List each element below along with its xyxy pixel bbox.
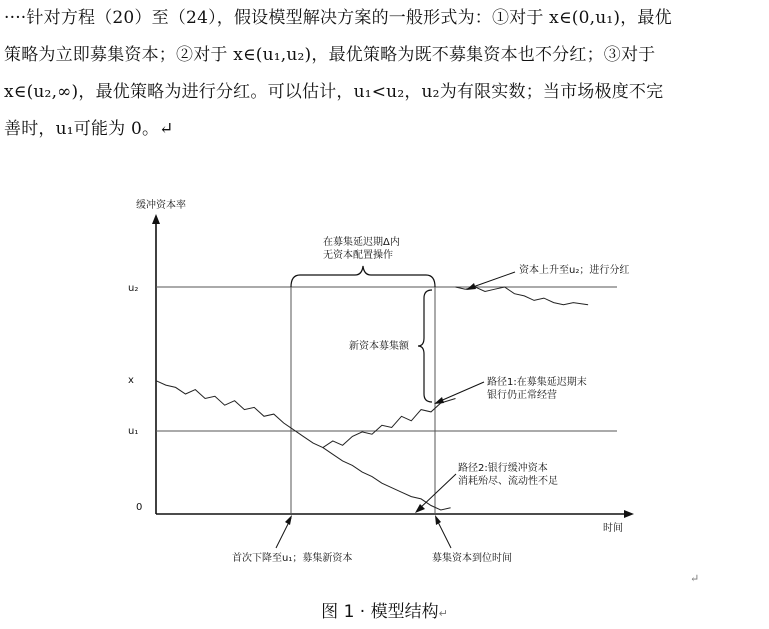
y-tick-u1: u₁	[128, 426, 139, 437]
arrow-path2	[418, 474, 456, 510]
series-pre-drop	[156, 381, 294, 430]
paragraph-line-3: x∈(u₂,∞)，最优策略为进行分红。可以估计，u₁<u₂，u₂为有限实数；当市场极度不完	[4, 82, 664, 102]
annotation-delay-line1: 在募集延迟期Δ内	[323, 237, 400, 248]
arrow-dividend	[470, 272, 515, 288]
arrow-capital-arrive-head	[435, 515, 441, 525]
paragraph-line-4: 善时，u₁可能为 0。↵	[4, 119, 174, 139]
delay-period-brace	[291, 266, 435, 287]
x-axis-label: 时间	[603, 523, 623, 534]
annotation-path2-line1: 路径2:银行缓冲资本	[458, 463, 548, 474]
annotation-first-drop: 首次下降至u₁；募集新资本	[232, 553, 353, 564]
y-tick-x: x	[128, 375, 134, 386]
new-capital-brace	[418, 290, 432, 402]
y-tick-u2: u₂	[128, 283, 139, 294]
annotation-capital-arrive: 募集资本到位时间	[432, 553, 512, 564]
series-path1	[294, 399, 456, 448]
paragraph-line-1: ····针对方程（20）至（24），假设模型解决方案的一般形式为：①对于 x∈(0,u₁)，最优	[4, 8, 672, 28]
annotation-path2-line2: 消耗殆尽、流动性不足	[458, 476, 558, 487]
figure-caption	[0, 597, 769, 622]
y-axis-label: 缓冲资本率	[136, 200, 186, 211]
paragraph-line-2: 策略为立即募集资本；②对于 x∈(u₁,u₂)，最优策略为既不募集资本也不分红；③对于	[4, 45, 656, 65]
return-mark-right: ↵	[690, 572, 700, 585]
y-axis-arrow	[152, 214, 160, 224]
annotation-path1-line1: 路径1:在募集延迟期末	[487, 377, 587, 388]
annotation-path1-line2: 银行仍正常经营	[487, 390, 557, 401]
caption-return-mark: ↵	[438, 607, 448, 620]
caption-text: 图 1 · 模型结构	[321, 602, 439, 622]
y-tick-0: 0	[136, 502, 143, 513]
arrow-first-drop-head	[285, 515, 292, 525]
x-axis-arrow	[624, 510, 634, 518]
arrow-path1	[438, 382, 484, 402]
annotation-dividend: 资本上升至u₂；进行分红	[519, 265, 630, 276]
series-post-dividend	[456, 287, 589, 305]
series-path2	[323, 448, 451, 510]
annotation-delay-line2: 无资本配置操作	[323, 250, 393, 261]
annotation-new-capital: 新资本募集额	[349, 341, 409, 352]
